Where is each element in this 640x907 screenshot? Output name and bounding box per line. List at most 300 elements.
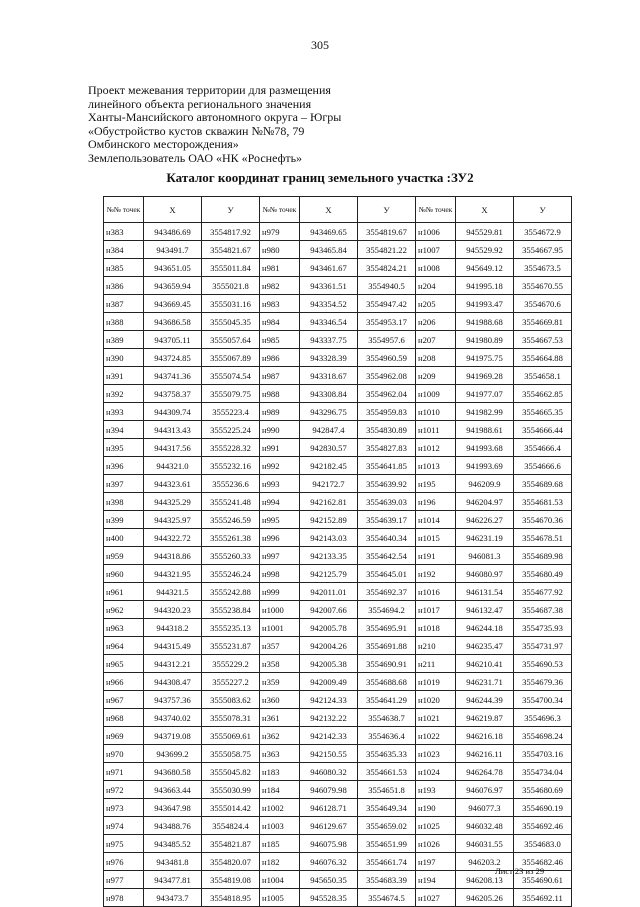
- point-id-cell: н208: [416, 349, 456, 367]
- coord-x-cell: 941988.61: [456, 421, 514, 439]
- coord-y-cell: 3554682.46: [514, 853, 572, 871]
- point-id-cell: н209: [416, 367, 456, 385]
- table-row: [104, 601, 572, 619]
- point-id-cell: н996: [260, 529, 300, 547]
- coord-y-cell: 3554679.36: [514, 673, 572, 691]
- point-id-cell: н196: [416, 493, 456, 511]
- table-row: [104, 799, 572, 817]
- point-id-cell: н391: [104, 367, 144, 385]
- coord-x-cell: 941993.47: [456, 295, 514, 313]
- coord-x-cell: 944315.49: [144, 637, 202, 655]
- header-line: Ханты-Мансийского автономного округа – Югры: [88, 110, 342, 125]
- coord-x-cell: 944321.5: [144, 583, 202, 601]
- point-id-cell: н1005: [260, 889, 300, 907]
- coord-y-cell: 3554959.83: [358, 403, 416, 421]
- coord-y-cell: 3555079.75: [202, 385, 260, 403]
- coord-x-cell: 943488.76: [144, 817, 202, 835]
- point-id-cell: н1027: [416, 889, 456, 907]
- point-id-cell: н1023: [416, 745, 456, 763]
- point-id-cell: н393: [104, 403, 144, 421]
- point-id-cell: н968: [104, 709, 144, 727]
- coord-x-cell: 943318.67: [300, 367, 358, 385]
- header-line: Проект межевания территории для размещения: [88, 83, 331, 97]
- point-id-cell: н360: [260, 691, 300, 709]
- coord-y-cell: 3554824.4: [202, 817, 260, 835]
- point-id-cell: н1000: [260, 601, 300, 619]
- point-id-cell: н1021: [416, 709, 456, 727]
- point-id-cell: н386: [104, 277, 144, 295]
- point-id-cell: н191: [416, 547, 456, 565]
- coord-x-cell: 943663.44: [144, 781, 202, 799]
- coord-y-cell: 3554670.55: [514, 277, 572, 295]
- coord-y-cell: 3554824.21: [358, 259, 416, 277]
- table-row: [104, 583, 572, 601]
- coord-x-cell: 942009.49: [300, 673, 358, 691]
- coord-x-cell: 945528.35: [300, 889, 358, 907]
- coord-y-cell: 3554690.53: [514, 655, 572, 673]
- table-header-row: [104, 197, 572, 223]
- coord-x-cell: 946080.32: [300, 763, 358, 781]
- coord-x-cell: 946080.97: [456, 565, 514, 583]
- coord-x-cell: 942125.79: [300, 565, 358, 583]
- column-header-point: №№ точек: [416, 197, 456, 223]
- table-row: [104, 439, 572, 457]
- coord-y-cell: 3554698.24: [514, 727, 572, 745]
- point-id-cell: н385: [104, 259, 144, 277]
- coord-x-cell: 944322.72: [144, 529, 202, 547]
- point-id-cell: н967: [104, 691, 144, 709]
- coord-x-cell: 944313.43: [144, 421, 202, 439]
- point-id-cell: н959: [104, 547, 144, 565]
- coord-y-cell: 3554677.92: [514, 583, 572, 601]
- coord-x-cell: 944325.29: [144, 493, 202, 511]
- coord-y-cell: 3554670.6: [514, 295, 572, 313]
- column-header-x: X: [144, 197, 202, 223]
- point-id-cell: н190: [416, 799, 456, 817]
- point-id-cell: н1012: [416, 439, 456, 457]
- coord-y-cell: 3555083.62: [202, 691, 260, 709]
- coord-y-cell: 3554667.53: [514, 331, 572, 349]
- table-row: [104, 745, 572, 763]
- table-row: [104, 457, 572, 475]
- coord-y-cell: 3554665.35: [514, 403, 572, 421]
- coord-x-cell: 943705.11: [144, 331, 202, 349]
- table-row: [104, 277, 572, 295]
- table-row: [104, 529, 572, 547]
- coord-x-cell: 943485.52: [144, 835, 202, 853]
- coord-x-cell: 942005.78: [300, 619, 358, 637]
- point-id-cell: н999: [260, 583, 300, 601]
- coord-y-cell: 3554821.67: [202, 241, 260, 259]
- column-header-y: У: [202, 197, 260, 223]
- point-id-cell: н960: [104, 565, 144, 583]
- coord-y-cell: 3554641.29: [358, 691, 416, 709]
- point-id-cell: н975: [104, 835, 144, 853]
- point-id-cell: н1015: [416, 529, 456, 547]
- coord-y-cell: 3554962.08: [358, 367, 416, 385]
- coord-y-cell: 3555227.2: [202, 673, 260, 691]
- header-line: Землепользователь ОАО «НК «Роснефть»: [88, 150, 303, 165]
- point-id-cell: н965: [104, 655, 144, 673]
- coord-x-cell: 941993.68: [456, 439, 514, 457]
- point-id-cell: н1009: [416, 385, 456, 403]
- coord-x-cell: 944320.23: [144, 601, 202, 619]
- point-id-cell: н982: [260, 277, 300, 295]
- coord-x-cell: 943757.36: [144, 691, 202, 709]
- point-id-cell: н995: [260, 511, 300, 529]
- coord-y-cell: 3554960.59: [358, 349, 416, 367]
- coord-y-cell: 3554692.11: [514, 889, 572, 907]
- coord-x-cell: 944321.0: [144, 457, 202, 475]
- point-id-cell: н192: [416, 565, 456, 583]
- point-id-cell: н363: [260, 745, 300, 763]
- column-header-y: У: [358, 197, 416, 223]
- coord-x-cell: 946264.78: [456, 763, 514, 781]
- coord-y-cell: 3554735.93: [514, 619, 572, 637]
- point-id-cell: н990: [260, 421, 300, 439]
- coord-x-cell: 943337.75: [300, 331, 358, 349]
- coord-x-cell: 942143.03: [300, 529, 358, 547]
- coord-y-cell: 3555011.84: [202, 259, 260, 277]
- column-header-y: У: [514, 197, 572, 223]
- coord-x-cell: 943469.65: [300, 223, 358, 241]
- point-id-cell: н194: [416, 871, 456, 889]
- point-id-cell: н210: [416, 637, 456, 655]
- point-id-cell: н1020: [416, 691, 456, 709]
- coord-x-cell: 946231.71: [456, 673, 514, 691]
- coord-x-cell: 944318.86: [144, 547, 202, 565]
- point-id-cell: н963: [104, 619, 144, 637]
- point-id-cell: н979: [260, 223, 300, 241]
- point-id-cell: н1001: [260, 619, 300, 637]
- coord-x-cell: 946203.2: [456, 853, 514, 871]
- table-row: [104, 511, 572, 529]
- coord-y-cell: 3555225.24: [202, 421, 260, 439]
- coord-x-cell: 946077.3: [456, 799, 514, 817]
- coord-y-cell: 3555045.82: [202, 763, 260, 781]
- point-id-cell: н1002: [260, 799, 300, 817]
- coord-x-cell: 944317.56: [144, 439, 202, 457]
- coord-y-cell: 3554638.7: [358, 709, 416, 727]
- coord-y-cell: 3554651.8: [358, 781, 416, 799]
- table-row: [104, 565, 572, 583]
- coord-y-cell: 3555069.61: [202, 727, 260, 745]
- coord-y-cell: 3555246.59: [202, 511, 260, 529]
- coord-y-cell: 3554688.68: [358, 673, 416, 691]
- point-id-cell: н384: [104, 241, 144, 259]
- point-id-cell: н976: [104, 853, 144, 871]
- coord-x-cell: 942847.4: [300, 421, 358, 439]
- point-id-cell: н978: [104, 889, 144, 907]
- coord-y-cell: 3555242.88: [202, 583, 260, 601]
- coord-y-cell: 3554667.95: [514, 241, 572, 259]
- point-id-cell: н988: [260, 385, 300, 403]
- coord-y-cell: 3554658.1: [514, 367, 572, 385]
- table-row: [104, 673, 572, 691]
- coord-y-cell: 3554820.07: [202, 853, 260, 871]
- coord-x-cell: 941988.68: [456, 313, 514, 331]
- coord-y-cell: 3554640.34: [358, 529, 416, 547]
- table-row: [104, 385, 572, 403]
- coord-y-cell: 3554669.81: [514, 313, 572, 331]
- point-id-cell: н1010: [416, 403, 456, 421]
- coord-y-cell: 3555238.84: [202, 601, 260, 619]
- coord-x-cell: 942182.45: [300, 457, 358, 475]
- coord-x-cell: 941982.99: [456, 403, 514, 421]
- point-id-cell: н970: [104, 745, 144, 763]
- coord-y-cell: 3554670.36: [514, 511, 572, 529]
- coord-x-cell: 942011.01: [300, 583, 358, 601]
- coord-y-cell: 3555078.31: [202, 709, 260, 727]
- table-row: [104, 637, 572, 655]
- point-id-cell: н1017: [416, 601, 456, 619]
- point-id-cell: н397: [104, 475, 144, 493]
- point-id-cell: н1008: [416, 259, 456, 277]
- coord-x-cell: 946081.3: [456, 547, 514, 565]
- coord-y-cell: 3555236.6: [202, 475, 260, 493]
- point-id-cell: н966: [104, 673, 144, 691]
- coord-y-cell: 3554690.61: [514, 871, 572, 889]
- table-row: [104, 655, 572, 673]
- coord-x-cell: 946209.9: [456, 475, 514, 493]
- coord-x-cell: 943491.7: [144, 241, 202, 259]
- point-id-cell: н1011: [416, 421, 456, 439]
- point-id-cell: н1013: [416, 457, 456, 475]
- coord-y-cell: 3554734.04: [514, 763, 572, 781]
- coord-x-cell: 943680.58: [144, 763, 202, 781]
- coord-x-cell: 943465.84: [300, 241, 358, 259]
- table-row: [104, 475, 572, 493]
- point-id-cell: н986: [260, 349, 300, 367]
- point-id-cell: н964: [104, 637, 144, 655]
- point-id-cell: н1024: [416, 763, 456, 781]
- coord-x-cell: 946210.41: [456, 655, 514, 673]
- coord-y-cell: 3554683.39: [358, 871, 416, 889]
- coord-x-cell: 942007.66: [300, 601, 358, 619]
- point-id-cell: н183: [260, 763, 300, 781]
- coord-x-cell: 942142.33: [300, 727, 358, 745]
- point-id-cell: н1016: [416, 583, 456, 601]
- column-header-x: X: [456, 197, 514, 223]
- point-id-cell: н1022: [416, 727, 456, 745]
- coord-y-cell: 3554666.44: [514, 421, 572, 439]
- point-id-cell: н997: [260, 547, 300, 565]
- point-id-cell: н392: [104, 385, 144, 403]
- coord-x-cell: 941975.75: [456, 349, 514, 367]
- point-id-cell: н973: [104, 799, 144, 817]
- coord-y-cell: 3554692.46: [514, 817, 572, 835]
- coord-x-cell: 945650.35: [300, 871, 358, 889]
- coord-x-cell: 946216.11: [456, 745, 514, 763]
- coord-x-cell: 943473.7: [144, 889, 202, 907]
- coord-y-cell: 3555057.64: [202, 331, 260, 349]
- point-id-cell: н195: [416, 475, 456, 493]
- point-id-cell: н992: [260, 457, 300, 475]
- coord-y-cell: 3554695.91: [358, 619, 416, 637]
- coord-x-cell: 944321.95: [144, 565, 202, 583]
- coord-x-cell: 943486.69: [144, 223, 202, 241]
- coord-y-cell: 3554947.42: [358, 295, 416, 313]
- point-id-cell: н998: [260, 565, 300, 583]
- coord-x-cell: 943724.85: [144, 349, 202, 367]
- coord-y-cell: 3554962.04: [358, 385, 416, 403]
- coord-y-cell: 3554821.22: [358, 241, 416, 259]
- point-id-cell: н994: [260, 493, 300, 511]
- point-id-cell: н387: [104, 295, 144, 313]
- point-id-cell: н398: [104, 493, 144, 511]
- point-id-cell: н361: [260, 709, 300, 727]
- point-id-cell: н962: [104, 601, 144, 619]
- point-id-cell: н1003: [260, 817, 300, 835]
- coord-y-cell: 3554819.08: [202, 871, 260, 889]
- point-id-cell: н977: [104, 871, 144, 889]
- coord-x-cell: 941980.89: [456, 331, 514, 349]
- coord-x-cell: 944308.47: [144, 673, 202, 691]
- coord-x-cell: 943481.8: [144, 853, 202, 871]
- coord-x-cell: 946131.54: [456, 583, 514, 601]
- coord-x-cell: 942830.57: [300, 439, 358, 457]
- point-id-cell: н974: [104, 817, 144, 835]
- table-row: [104, 259, 572, 277]
- coord-y-cell: 3555058.75: [202, 745, 260, 763]
- coord-x-cell: 946075.98: [300, 835, 358, 853]
- coord-y-cell: 3554661.74: [358, 853, 416, 871]
- point-id-cell: н383: [104, 223, 144, 241]
- coord-x-cell: 941977.07: [456, 385, 514, 403]
- coord-x-cell: 946219.87: [456, 709, 514, 727]
- coord-x-cell: 942005.38: [300, 655, 358, 673]
- coord-x-cell: 946129.67: [300, 817, 358, 835]
- coord-y-cell: 3554641.85: [358, 457, 416, 475]
- coord-y-cell: 3554680.49: [514, 565, 572, 583]
- point-id-cell: н987: [260, 367, 300, 385]
- point-id-cell: н362: [260, 727, 300, 745]
- coord-x-cell: 943647.98: [144, 799, 202, 817]
- coord-y-cell: 3554818.95: [202, 889, 260, 907]
- point-id-cell: н184: [260, 781, 300, 799]
- table-row: [104, 763, 572, 781]
- coord-x-cell: 946235.47: [456, 637, 514, 655]
- table-row: [104, 295, 572, 313]
- point-id-cell: н204: [416, 277, 456, 295]
- coord-x-cell: 945649.12: [456, 259, 514, 277]
- coord-y-cell: 3554940.5: [358, 277, 416, 295]
- table-row: [104, 619, 572, 637]
- coord-y-cell: 3554691.88: [358, 637, 416, 655]
- sheet-footer: Лист 23 из 29: [495, 866, 545, 876]
- coord-x-cell: 942152.89: [300, 511, 358, 529]
- point-id-cell: н1018: [416, 619, 456, 637]
- table-row: [104, 691, 572, 709]
- coord-x-cell: 946226.27: [456, 511, 514, 529]
- header-line: Омбинского месторождения»: [88, 137, 239, 152]
- point-id-cell: н1026: [416, 835, 456, 853]
- coord-x-cell: 943361.51: [300, 277, 358, 295]
- point-id-cell: н211: [416, 655, 456, 673]
- table-row: [104, 709, 572, 727]
- coord-y-cell: 3554687.38: [514, 601, 572, 619]
- table-body: [104, 223, 572, 907]
- coord-y-cell: 3554681.53: [514, 493, 572, 511]
- point-id-cell: н395: [104, 439, 144, 457]
- point-id-cell: н389: [104, 331, 144, 349]
- point-id-cell: н206: [416, 313, 456, 331]
- coord-y-cell: 3555229.2: [202, 655, 260, 673]
- point-id-cell: н991: [260, 439, 300, 457]
- table-row: [104, 241, 572, 259]
- coord-x-cell: 943346.54: [300, 313, 358, 331]
- coord-y-cell: 3554821.87: [202, 835, 260, 853]
- coord-y-cell: 3554692.37: [358, 583, 416, 601]
- point-id-cell: н985: [260, 331, 300, 349]
- coord-x-cell: 944325.97: [144, 511, 202, 529]
- coord-y-cell: 3554639.17: [358, 511, 416, 529]
- table-row: [104, 421, 572, 439]
- point-id-cell: н207: [416, 331, 456, 349]
- coord-x-cell: 946204.97: [456, 493, 514, 511]
- point-id-cell: н205: [416, 295, 456, 313]
- coord-x-cell: 946208.13: [456, 871, 514, 889]
- point-id-cell: н972: [104, 781, 144, 799]
- coord-x-cell: 945529.81: [456, 223, 514, 241]
- coord-x-cell: 946079.98: [300, 781, 358, 799]
- coord-y-cell: 3554689.98: [514, 547, 572, 565]
- coord-y-cell: 3554678.51: [514, 529, 572, 547]
- coord-x-cell: 944318.2: [144, 619, 202, 637]
- coord-x-cell: 943719.08: [144, 727, 202, 745]
- point-id-cell: н993: [260, 475, 300, 493]
- coord-x-cell: 946128.71: [300, 799, 358, 817]
- point-id-cell: н388: [104, 313, 144, 331]
- table-row: [104, 727, 572, 745]
- coord-x-cell: 946205.26: [456, 889, 514, 907]
- point-id-cell: н1014: [416, 511, 456, 529]
- coord-y-cell: 3554690.19: [514, 799, 572, 817]
- coord-x-cell: 941993.69: [456, 457, 514, 475]
- coord-x-cell: 946132.47: [456, 601, 514, 619]
- coord-y-cell: 3554636.4: [358, 727, 416, 745]
- column-header-x: X: [300, 197, 358, 223]
- coord-y-cell: 3555241.48: [202, 493, 260, 511]
- coord-x-cell: 942133.35: [300, 547, 358, 565]
- coord-y-cell: 3554661.53: [358, 763, 416, 781]
- coord-y-cell: 3554645.01: [358, 565, 416, 583]
- point-id-cell: н984: [260, 313, 300, 331]
- coord-y-cell: 3554635.33: [358, 745, 416, 763]
- table-title: Каталог координат границ земельного участка :ЗУ2: [166, 170, 474, 185]
- coord-x-cell: 942172.7: [300, 475, 358, 493]
- point-id-cell: н399: [104, 511, 144, 529]
- coord-x-cell: 946032.48: [456, 817, 514, 835]
- table-row: [104, 349, 572, 367]
- point-id-cell: н983: [260, 295, 300, 313]
- coord-x-cell: 943758.37: [144, 385, 202, 403]
- coord-x-cell: 943328.39: [300, 349, 358, 367]
- table-row: [104, 223, 572, 241]
- coord-y-cell: 3555228.32: [202, 439, 260, 457]
- point-id-cell: н981: [260, 259, 300, 277]
- table-row: [104, 367, 572, 385]
- coord-y-cell: 3555246.24: [202, 565, 260, 583]
- coord-y-cell: 3555045.35: [202, 313, 260, 331]
- coord-x-cell: 944312.21: [144, 655, 202, 673]
- coord-x-cell: 943699.2: [144, 745, 202, 763]
- coord-y-cell: 3554642.54: [358, 547, 416, 565]
- table-row: [104, 547, 572, 565]
- table-row: [104, 331, 572, 349]
- coord-y-cell: 3554830.89: [358, 421, 416, 439]
- coord-y-cell: 3555223.4: [202, 403, 260, 421]
